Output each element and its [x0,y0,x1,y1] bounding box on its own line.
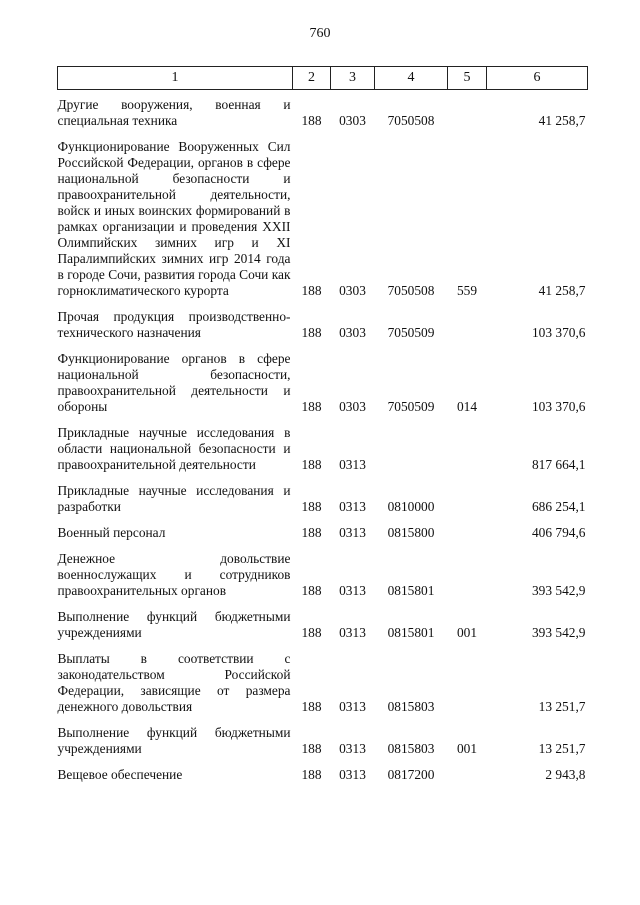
table-row [58,541,588,599]
header-col-6: 6 [487,67,588,90]
section-code: 0313 [339,767,366,782]
header-col-3: 3 [331,67,375,90]
line-item-name: Функционирование органов в сфере национальной безопасности, правоохранительной деятельности и обороны [57,351,291,414]
target-code [375,415,448,473]
header-row [58,67,588,90]
table-row [58,415,588,473]
expense-type-code [448,757,487,783]
ministry-code: 188 [301,625,322,640]
line-item-name: Функционирование Вооруженных Сил Российской Федерации, органов в сфере национальной безопасности и правоохранительной деятельности, войск и иных воинских формирований в рамках организации и проведения XXII Олимпийских зимних игр и XI Паралимпийских зимних игр 2014 года в городе Сочи, развития города Сочи как горноклиматического курорта [57,139,291,298]
section-code: 0313 [339,583,366,598]
amount-value: 41 258,7 [538,283,586,298]
header-col-1: 1 [58,67,293,90]
header-col-4: 4 [375,67,448,90]
target-code: 0815801 [387,625,435,640]
section-code: 0313 [339,499,366,514]
expense-type-code [448,299,487,341]
table-row [58,90,588,130]
target-code: 7050509 [387,325,435,340]
table-row [58,599,588,641]
line-item-name: Военный персонал [57,525,166,540]
amount-value: 103 370,6 [531,325,586,340]
target-code: 7050508 [387,283,435,298]
expense-type-code: 559 [456,283,478,298]
section-code: 0303 [339,399,366,414]
table-row [58,341,588,415]
expense-type-code [448,541,487,599]
amount-value: 817 664,1 [531,457,586,472]
section-code: 0313 [339,457,366,472]
line-item-name: Выплаты в соответствии с законодательством Российской Федерации, зависящие от размера денежного довольствия [57,651,291,714]
target-code: 0817200 [387,767,435,782]
line-item-name: Выполнение функций бюджетными учреждениями [57,725,291,756]
ministry-code: 188 [301,399,322,414]
section-code: 0313 [339,625,366,640]
target-code: 0810000 [387,499,435,514]
ministry-code: 188 [301,283,322,298]
expense-type-code: 001 [456,741,478,756]
target-code: 7050508 [387,113,435,128]
amount-value: 13 251,7 [538,741,586,756]
amount-value: 686 254,1 [531,499,586,514]
page-number: 760 [309,26,331,41]
ministry-code: 188 [301,741,322,756]
header-col-5: 5 [448,67,487,90]
target-code: 0815803 [387,699,435,714]
target-code: 0815800 [387,525,435,540]
expense-type-code: 001 [456,625,478,640]
expense-type-code [448,641,487,715]
amount-value: 41 258,7 [538,113,586,128]
table-row [58,641,588,715]
line-item-name: Прикладные научные исследования и разработки [57,483,291,514]
ministry-code: 188 [301,583,322,598]
target-code: 7050509 [387,399,435,414]
amount-value: 393 542,9 [531,625,586,640]
ministry-code: 188 [301,113,322,128]
section-code: 0313 [339,699,366,714]
table-row [58,757,588,783]
expense-type-code [448,473,487,515]
amount-value: 103 370,6 [531,399,586,414]
ministry-code: 188 [301,525,322,540]
amount-value: 406 794,6 [531,525,586,540]
ministry-code: 188 [301,699,322,714]
amount-value: 2 943,8 [545,767,586,782]
amount-value: 13 251,7 [538,699,586,714]
line-item-name: Другие вооружения, военная и специальная техника [57,97,291,128]
table-row [58,515,588,541]
section-code: 0313 [339,525,366,540]
amount-value: 393 542,9 [531,583,586,598]
line-item-name: Денежное довольствие военнослужащих и сотрудников правоохранительных органов [57,551,291,598]
line-item-name: Прочая продукция производственно-технического назначения [57,309,291,340]
expense-type-code [448,415,487,473]
section-code: 0303 [339,283,366,298]
ministry-code: 188 [301,325,322,340]
expense-type-code [448,90,487,130]
expense-type-code: 014 [456,399,478,414]
line-item-name: Вещевое обеспечение [57,767,183,782]
expense-type-code [448,515,487,541]
table-header [58,67,588,90]
table-row [58,299,588,341]
ministry-code: 188 [301,767,322,782]
table-row [58,129,588,299]
ministry-code: 188 [301,499,322,514]
line-item-name: Выполнение функций бюджетными учреждениями [57,609,291,640]
section-code: 0303 [339,113,366,128]
ministry-code: 188 [301,457,322,472]
line-item-name: Прикладные научные исследования в области национальной безопасности и правоохранительной деятельности [57,425,291,472]
table-row [58,473,588,515]
table-body [58,90,588,784]
section-code: 0303 [339,325,366,340]
target-code: 0815803 [387,741,435,756]
table-row [58,715,588,757]
target-code: 0815801 [387,583,435,598]
header-col-2: 2 [293,67,331,90]
budget-table [57,66,588,783]
section-code: 0313 [339,741,366,756]
